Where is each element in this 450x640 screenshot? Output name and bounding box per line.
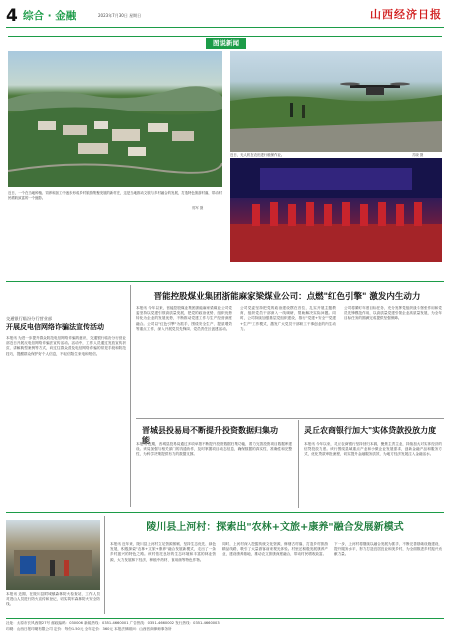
left-story-headline: 开展反电信网络诈骗法宣传活动	[6, 323, 104, 331]
banner	[20, 556, 36, 574]
story-divider	[136, 418, 444, 419]
page-number: 4	[6, 6, 18, 26]
investment-story-headline: 晋城县投易局不断提升投资数据归集功能	[142, 426, 278, 445]
village-aerial-photo	[8, 51, 222, 187]
tourism-story-headline: 陵川县上河村：探索出"农林+文旅+康养"融合发展新模式	[146, 522, 404, 533]
tourism-story-body-col3: 下一步，上河村将继续以融合发展为抓手，不断完善基础设施建设，提升服务水平，努力打造宜居宜业和美乡村，为全面推进乡村振兴贡献力量。	[334, 542, 442, 557]
performers	[252, 202, 422, 226]
worker	[64, 560, 69, 576]
drone-spraying-photo	[230, 51, 442, 152]
loan-story-headline: 灵丘农商银行加大"实体贷款投放力度	[304, 426, 437, 435]
building	[112, 129, 140, 141]
stage-scene	[230, 158, 442, 262]
column-divider	[298, 420, 299, 508]
main-story-body-col3: 公司将紧盯年度目标任务，充分发挥党组织战斗堡垒作用和党员先锋模范作用，以高质量党建引领企业高质量发展，为全年目标任务的圆满完成提供坚强保障。	[344, 306, 442, 321]
village-scene	[8, 51, 222, 187]
main-story-body-col1: 本报讯 今年以来，晋能控股煤业集团浙能麻家梁煤业公司党委坚持以党建引领高质量发展，把党的政治优势、组织优势转化为企业的发展优势，不断推动党建工作与生产经营深度融合。公司以"红色引擎"为抓手，围绕安全生产、提质增效等重点工作，深入开展党员先锋岗、党员责任区创建活动。	[136, 306, 232, 331]
person	[302, 105, 305, 118]
loan-story-body: 本报讯 今年以来，灵丘农商银行坚持回归本源，聚焦主责主业，持续加大对实体经济的信贷投放力度。该行围绕县域重点产业和小微企业发展需求，创新金融产品和服务方式，优化贷款审批流程，切实提升金融服务质效，为地方经济发展注入金融活水。	[304, 442, 442, 457]
propeller	[390, 83, 410, 86]
stage-floor	[230, 224, 442, 262]
building	[78, 143, 108, 154]
fire-checkpoint-photo	[6, 520, 100, 590]
building	[128, 147, 146, 156]
village-photo-credit: 郭军 摄	[192, 206, 204, 210]
building	[38, 121, 56, 130]
person	[290, 103, 293, 117]
drone-scene	[230, 51, 442, 152]
section-divider	[6, 512, 444, 513]
drone-body	[366, 87, 384, 95]
village-photo-caption: 近日，一个在当地种植、饲养和加工中逐步形成乡村旅游集聚发展的新村庄，这是当地推动文旅与乡村融合的发展，打造特色旅游村落，带动村民增收致富的一个缩影。	[8, 191, 222, 200]
photo-news-section	[8, 36, 442, 277]
tourism-story-body-col1: 本报讯 近年来，陵川县上河村立足资源禀赋，坚持生态优先、绿色发展，积极探索"农林+文旅+康养"融合发展新模式，走出了一条乡村振兴的特色之路。该村依托良好的生态环境和丰富的林业资源，大力发展林下经济，种植中药材、食用菌等特色作物。	[110, 542, 216, 562]
led-screen	[260, 168, 412, 190]
drone-photo-caption: 近日，无人机在农田进行植保作业。	[230, 153, 285, 157]
building	[148, 123, 168, 132]
issue-date: 2023年7月30日 星期日	[98, 13, 142, 18]
building	[172, 131, 194, 141]
newspaper-masthead: 山西经济日报	[370, 8, 442, 21]
left-story-body: 本报讯 为进一步提升群众防范电信网络诈骗的意识，交通银行临汾分行营业部近日开展反电信网络诈骗法宣传活动。活动中，工作人员通过发放宣传折页、讲解典型案例等方式，向过往群众普及电信网络诈骗的常见手段和防范技巧，提醒群众保护好个人信息，不轻信陌生来电和短信。	[6, 336, 126, 356]
section-divider	[6, 281, 444, 282]
green-slope	[8, 107, 222, 187]
footer-address-line: 社址：太原市长风西街27号 邮政编码：030006 新闻热线：0351-4660001 广告热线：0351-4660002 发行热线：0351-4660003	[6, 621, 220, 625]
column-divider	[104, 516, 105, 614]
checkpoint-caption: 本报讯 近期，在陵川县附城镇森林防火检查站，工作人员对进山人员进行防火宣传和登记，切实筑牢森林防火安全防线。	[6, 592, 100, 607]
checkpoint-scene	[6, 520, 100, 590]
page-header	[6, 6, 444, 28]
tourism-story-body-col2: 同时，上河村深入挖掘传统文化资源，修缮古村落，打造乡村旅游精品线路，吸引了大量游客前来观光体验。村里还积极发展康养产业，建设康养基地，推动农文旅康深度融合，带动村民增收致富。	[222, 542, 328, 557]
main-story-body-col2: 公司党委坚持把党的政治建设摆在首位，扎实开展主题教育，组织党员干部深入一线调研，帮助解决实际问题。同时，公司持续加强基层党组织建设，推行"党建+安全""党建+生产"工作模式，激发广大党员干部职工干事创业的内生动力。	[240, 306, 336, 331]
page-footer	[6, 618, 444, 636]
main-story-headline: 晋能控股煤业集团浙能麻家梁煤业公司：点燃"红色引擎" 激发内生动力	[153, 292, 421, 302]
building	[63, 125, 87, 135]
distant-hills	[8, 86, 222, 111]
building	[94, 121, 108, 129]
column-divider	[130, 285, 131, 507]
left-story-kicker: 交通银行临汾分行营业部	[6, 316, 53, 321]
section-title: 综合 · 金融	[23, 10, 77, 22]
drone-photo-credit: 苏晓 摄	[412, 153, 424, 157]
stage-performance-photo	[230, 158, 442, 262]
footer-print-line: 印刷：山西日报印刷有限公司 定价：每份1.50元 全年定价：360元 本报法律顾问：山西晋商律师事务所	[6, 626, 172, 631]
worker	[50, 560, 55, 576]
gallery-title: 图说新闻	[206, 38, 246, 49]
propeller	[340, 83, 360, 86]
investment-story-body: 本报讯 近期，晋城县投易局通过多项举措不断提升投资数据归集功能，着力完善投资项目数据库建设。该局加强与相关部门的沟通协作，及时掌握项目动态信息，确保数据的真实性、准确性和完整性，为科学决策提供有力的数据支撑。	[136, 442, 292, 457]
